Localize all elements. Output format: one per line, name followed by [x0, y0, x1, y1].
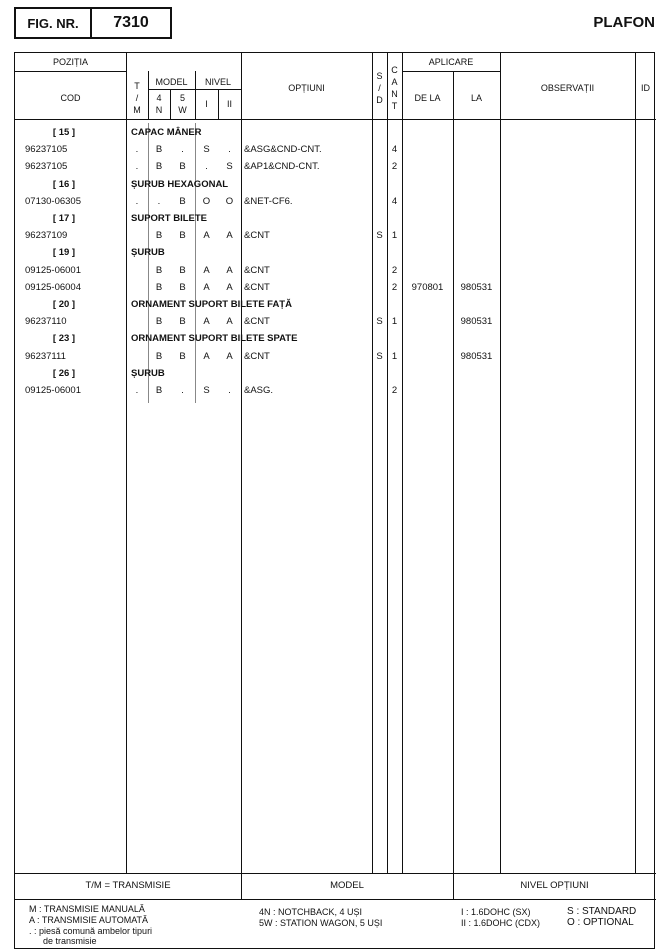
- cell-n1: .: [205, 161, 208, 173]
- group-name: SUPORT BILETE: [131, 213, 208, 224]
- footer-nivel-ii: II : 1.6DOHC (CDX): [461, 918, 541, 928]
- header-model-n: N: [155, 105, 163, 115]
- row-divider: [402, 71, 500, 72]
- cell-cant: 1: [391, 316, 398, 328]
- header-nivel-ii: II: [226, 99, 232, 109]
- footer-top-line: [15, 873, 656, 874]
- footer-nivel-i: I : 1.6DOHC (SX): [461, 907, 531, 917]
- cell-opt: &AP1&CND-CNT.: [244, 161, 320, 173]
- cell-n1: A: [203, 316, 210, 328]
- footer-tm-a: A : TRANSMISIE AUTOMATĂ: [29, 915, 149, 925]
- cell-sd: S: [376, 230, 383, 242]
- row-divider: [15, 71, 126, 72]
- footer-nivel-o: O : OPTIONAL: [567, 917, 634, 928]
- cell-m4: B: [155, 230, 163, 242]
- group-position: [ 15 ]: [52, 127, 76, 138]
- cell-cant: 1: [391, 350, 398, 362]
- group-name: ȘURUB: [131, 367, 165, 379]
- col-divider: [372, 53, 373, 873]
- parts-table: [14, 52, 655, 949]
- header-model-w: W: [178, 105, 187, 115]
- cell-n1: A: [203, 281, 210, 293]
- cell-cant: 2: [391, 264, 398, 276]
- cell-n2: A: [226, 264, 233, 276]
- cell-n1: O: [202, 195, 211, 207]
- cell-n2: S: [226, 161, 233, 173]
- cell-n2: A: [226, 281, 233, 293]
- cell-cant: 2: [391, 281, 398, 293]
- cell-opt: &CNT: [244, 316, 270, 328]
- cell-opt: &CNT: [244, 230, 270, 242]
- cell-m4: B: [155, 385, 163, 396]
- header-tm-slash: /: [135, 93, 139, 103]
- cell-tm: .: [135, 385, 139, 396]
- group-position: [ 19 ]: [52, 247, 76, 259]
- cell-m4: B: [155, 281, 163, 293]
- part-code: 96237105: [25, 161, 68, 173]
- cell-tm: .: [135, 161, 139, 173]
- cell-m4: B: [155, 350, 163, 362]
- footer-tm-dot-cont: de transmisie: [43, 936, 97, 946]
- footer-model-5w: 5W : STATION WAGON, 5 UȘI: [259, 918, 383, 928]
- col-divider: [635, 53, 636, 873]
- cell-opt: &CNT: [244, 264, 270, 276]
- header-optiuni: OPȚIUNI: [288, 83, 325, 93]
- cell-m5: B: [179, 281, 186, 293]
- part-code: 96237111: [25, 350, 66, 362]
- cell-n2: A: [226, 350, 233, 362]
- header-tm-m: M: [133, 105, 141, 115]
- cell-n1: S: [203, 144, 210, 156]
- footer-model-4n: 4N : NOTCHBACK, 4 UȘI: [259, 907, 363, 917]
- col-divider: [126, 53, 127, 873]
- header-cant-t: T: [391, 101, 398, 111]
- cell-m4: B: [155, 161, 163, 173]
- footer-tm-m: M : TRANSMISIE MANUALĂ: [29, 904, 145, 914]
- footer-nivel-title: NIVEL OPȚIUNI: [520, 880, 589, 891]
- header-id: ID: [641, 83, 650, 93]
- part-code: 07130-06305: [25, 195, 81, 207]
- cell-opt: &ASG&CND-CNT.: [244, 144, 322, 156]
- group-name: ORNAMENT SUPORT BILETE SPATE: [131, 333, 298, 345]
- cell-la: 980531: [460, 350, 493, 362]
- col-divider: [241, 53, 242, 899]
- footer-model-title: MODEL: [330, 880, 364, 891]
- cell-m5: B: [179, 316, 186, 328]
- part-code: 09125-06004: [25, 281, 81, 293]
- header-la: LA: [470, 93, 482, 103]
- cell-n2: .: [228, 144, 231, 156]
- header-cant-a: A: [391, 77, 398, 87]
- header-sd-s: S: [376, 71, 383, 81]
- col-divider: [500, 53, 501, 873]
- footer-nivel-s: S : STANDARD: [567, 906, 637, 917]
- cell-cant: 4: [391, 144, 398, 156]
- group-position: [ 17 ]: [52, 213, 76, 224]
- cell-n1: A: [203, 264, 210, 276]
- header-sd-slash: /: [378, 83, 381, 93]
- group-name: ORNAMENT SUPORT BILETE FAȚĂ: [131, 299, 292, 310]
- header-nivel: NIVEL: [204, 77, 231, 87]
- cell-m5: B: [179, 230, 186, 242]
- header-observatii: OBSERVAȚII: [540, 83, 595, 93]
- cell-opt: &ASG.: [244, 385, 274, 396]
- header-model-4: 4: [156, 93, 162, 103]
- group-name: CAPAC MÂNER: [131, 127, 202, 138]
- header-bottom-line: [15, 119, 656, 120]
- header-aplicare: APLICARE: [428, 57, 474, 67]
- cell-la: 980531: [460, 316, 493, 328]
- group-name: ȘURUB: [131, 247, 165, 259]
- footer-header-line: [15, 899, 656, 900]
- cell-sd: S: [376, 350, 383, 362]
- header-cant-c: C: [391, 65, 398, 75]
- cell-m5: B: [179, 264, 186, 276]
- cell-opt: &CNT: [244, 281, 270, 293]
- part-code: 09125-06001: [25, 264, 81, 276]
- cell-cant: 2: [391, 385, 398, 396]
- cell-m5: B: [179, 350, 186, 362]
- header-cant-n: N: [391, 89, 398, 99]
- group-name: ȘURUB HEXAGONAL: [131, 178, 229, 190]
- group-position: [ 26 ]: [52, 367, 76, 379]
- group-position: [ 23 ]: [52, 333, 76, 345]
- cell-n1: A: [203, 230, 210, 242]
- cell-n1: A: [203, 350, 210, 362]
- col-divider: [453, 71, 454, 899]
- cell-m4: .: [157, 195, 161, 207]
- group-position: [ 16 ]: [52, 178, 76, 190]
- cell-sd: S: [376, 316, 383, 328]
- cell-cant: 1: [391, 230, 398, 242]
- part-code: 09125-06001: [25, 385, 81, 396]
- col-divider: [387, 53, 388, 873]
- cell-m4: B: [155, 144, 163, 156]
- cell-cant: 2: [391, 161, 398, 173]
- figure-number: 7310: [113, 14, 149, 31]
- cell-m5: B: [179, 161, 186, 173]
- header-dela: DE LA: [414, 93, 441, 103]
- header-sd-d: D: [376, 95, 383, 105]
- header-model: MODEL: [155, 77, 188, 87]
- row-divider: [148, 89, 241, 90]
- cell-n2: .: [228, 385, 231, 396]
- part-code: 96237105: [25, 144, 68, 156]
- part-code: 96237109: [25, 230, 68, 242]
- header-pozitia: POZIȚIA: [52, 57, 88, 67]
- cell-tm: .: [135, 144, 139, 156]
- cell-m5: .: [181, 385, 184, 396]
- cell-n2: A: [226, 316, 233, 328]
- cell-m5: B: [179, 195, 186, 207]
- footer-tm-dot: . : piesă comună ambelor tipuri: [29, 926, 153, 936]
- cell-n1: S: [203, 385, 210, 396]
- cell-m4: B: [155, 264, 163, 276]
- cell-la: 980531: [460, 281, 493, 293]
- part-code: 96237110: [25, 316, 67, 328]
- cell-cant: 4: [391, 195, 398, 207]
- header-tm-t: T: [134, 81, 140, 91]
- cell-opt: &NET-CF6.: [244, 195, 293, 207]
- header-cod: COD: [60, 93, 81, 103]
- cell-m5: .: [181, 144, 184, 156]
- figure-label: FIG. NR.: [16, 9, 92, 37]
- cell-dela: 970801: [411, 281, 444, 293]
- footer-tm-title: T/M = TRANSMISIE: [85, 880, 171, 891]
- cell-n2: O: [225, 195, 234, 207]
- header-nivel-i: I: [205, 99, 208, 109]
- group-position: [ 20 ]: [52, 299, 76, 310]
- cell-opt: &CNT: [244, 350, 270, 362]
- header-model-5: 5: [179, 93, 185, 103]
- figure-number-box: [14, 7, 172, 39]
- cell-n2: A: [226, 230, 233, 242]
- col-divider: [402, 53, 403, 873]
- page-title: PLAFON: [593, 14, 655, 31]
- cell-m4: B: [155, 316, 163, 328]
- cell-tm: .: [135, 195, 139, 207]
